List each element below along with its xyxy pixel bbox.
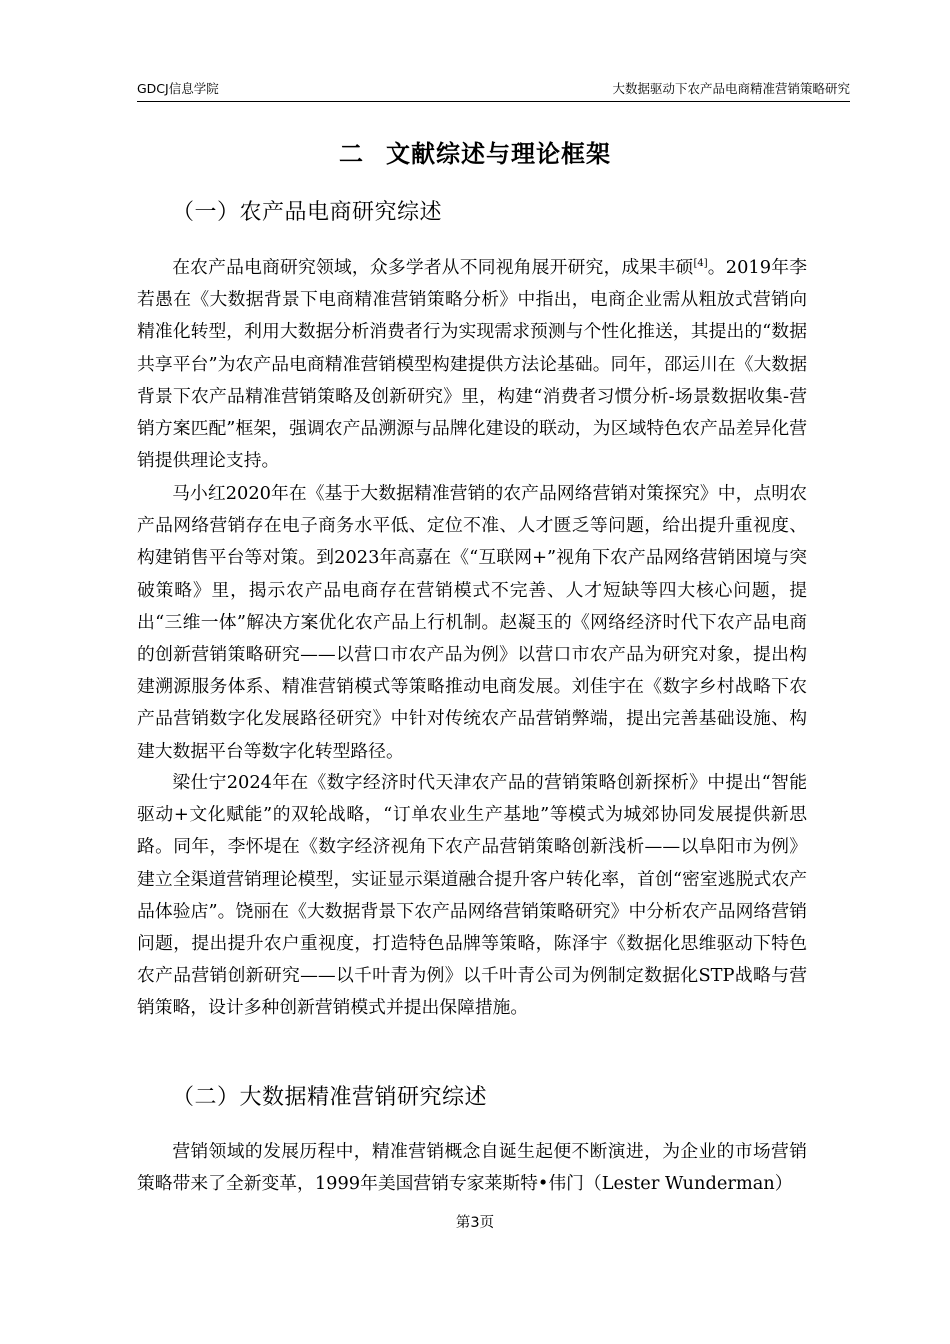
paragraph-1-text-cont: 。2019年李若愚在《大数据背景下电商精准营销策略分析》中指出，电商企业需从粗放式营销向精准化转型，利用大数据分析消费者行为实现需求预测与个性化推送，其提出的“数据共享平台”为农产品电商精准营销模型构建提供方法论基础。同年，邵运川在《大数据背景下农产品精准营销策略及创新研究》里，构建“消费者习惯分析-场景数据收集-营销方案匹配”框架，强调农产品溯源与品牌化建设的联动，为区域特色农产品差异化营销提供理论支持。 bbox=[137, 257, 807, 472]
citation-ref: [4] bbox=[693, 258, 708, 269]
page-number: 第3页 bbox=[455, 1215, 495, 1231]
chapter-number: 二 bbox=[339, 140, 364, 168]
paragraph-1 bbox=[137, 252, 807, 477]
chapter-title bbox=[0, 134, 950, 169]
header-thesis-title: 大数据驱动下农产品电商精准营销策略研究 bbox=[612, 81, 850, 96]
paragraph-4-text: 营销领域的发展历程中，精准营销概念自诞生起便不断演进，为企业的市场营销策略带来了全新变革，1999年美国营销专家莱斯特•伟门（Lester Wunderman） bbox=[137, 1141, 807, 1195]
paragraph-3 bbox=[137, 767, 807, 1025]
page-header bbox=[137, 79, 850, 101]
paragraph-2 bbox=[137, 478, 807, 768]
section-heading-2: （二）大数据精准营销研究综述 bbox=[172, 1085, 488, 1110]
header-institution: GDCJ信息学院 bbox=[137, 81, 219, 96]
section-heading-1: （一）农产品电商研究综述 bbox=[172, 200, 443, 225]
chapter-title-text: 文献综述与理论框架 bbox=[386, 140, 611, 168]
header-divider bbox=[137, 101, 850, 102]
paragraph-3-text: 梁仕宁2024年在《数字经济时代天津农产品的营销策略创新探析》中提出“智能驱动+文化赋能”的双轮战略，“订单农业生产基地”等模式为城郊协同发展提供新思路。同年，李怀堤在《数字经济视角下农产品营销策略创新浅析——以阜阳市为例》建立全渠道营销理论模型，实证显示渠道融合提升客户转化率，首创“密室逃脱式农产品体验店”。饶丽在《大数据背景下农产品网络营销策略研究》中分析农产品网络营销问题，提出提升农户重视度，打造特色品牌等策略，陈泽宇《数据化思维驱动下特色农产品营销创新研究——以千叶青为例》以千叶青公司为例制定数据化STP战略与营销策略，设计多种创新营销模式并提出保障措施。 bbox=[137, 772, 807, 1019]
paragraph-1-text: 在农产品电商研究领域，众多学者从不同视角展开研究，成果丰硕 bbox=[172, 257, 694, 278]
paragraph-4 bbox=[137, 1136, 807, 1200]
paragraph-2-text: 马小红2020年在《基于大数据精准营销的农产品网络营销对策探究》中，点明农产品网络营销存在电子商务水平低、定位不准、人才匮乏等问题，给出提升重视度、构建销售平台等对策。到2023年高嘉在《“互联网+”视角下农产品网络营销困境与突破策略》里，揭示农产品电商存在营销模式不完善、人才短缺等四大核心问题，提出“三维一体”解决方案优化农产品上行机制。赵凝玉的《网络经济时代下农产品电商的创新营销策略研究——以营口市农产品为例》以营口市农产品为研究对象，提出构建溯源服务体系、精准营销模式等策略推动电商发展。刘佳宇在《数字乡村战略下农产品营销数字化发展路径研究》中针对传统农产品营销弊端，提出完善基础设施、构建大数据平台等数字化转型路径。 bbox=[137, 483, 807, 762]
